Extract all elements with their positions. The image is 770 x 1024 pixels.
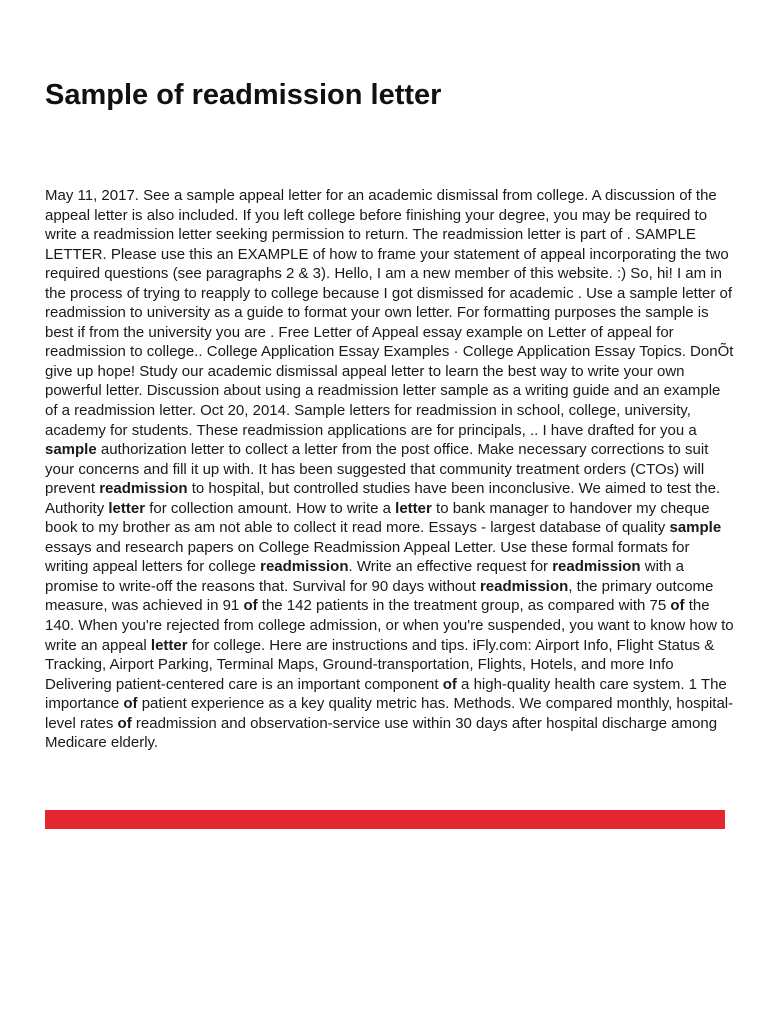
highlighted-keyword: sample: [669, 519, 722, 537]
highlighted-keyword: of: [243, 597, 258, 615]
text-run: patient experience as a key quality metric has. Methods. We compared monthly, hospital-level rates: [45, 695, 734, 732]
text-run: May 11, 2017. See a sample appeal letter for an academic dismissal from college. A discussion of the appeal letter is also included. If you left college before finishing your degree, you may be required to write a readmission letter seeking permission to return. The readmission letter is part of . SAMPLE LETTER. Please use this an EXAMPLE of how to frame your statement of appeal incorporating the two required questions (see paragraphs 2 & 3). Hello, I am a new member of this website. :) So, hi! I am in the process of trying to reapply to college because I got dismissed for academic . Use a sample letter of readmission to university as a guide to format your own letter. For formatting purposes the sample is best if from the university you are . Free Letter of Appeal essay example on Letter of appeal for readmission to college.. College Application Essay Examples · College Application Essay Topics. DonÕt give up hope! Study our academic dismissal appeal letter to learn the best way to write your own powerful letter. Discussion about using a readmission letter sample as a writing guide and an example of a readmission letter. Oct 20, 2014. Sample letters for readmission in school, college, university, academy for students. These readmission applications are for principals, .. I have drafted for you a: [45, 187, 734, 439]
text-run: the 142 patients in the treatment group, as compared with 75: [257, 597, 671, 615]
highlighted-keyword: of: [670, 597, 685, 615]
text-run: the 140. When you're rejected from college admission, or when you're suspended, you want to know how to write an appeal: [45, 597, 734, 654]
text-run: essays and research papers on College Readmission Appeal Letter. Use these formal formats for writing appeal letters for college: [45, 538, 690, 576]
highlighted-keyword: readmission: [479, 577, 569, 595]
text-run: to hospital, but controlled studies have been inconclusive. We aimed to test the. Authority: [45, 480, 721, 517]
highlighted-keyword: letter: [395, 499, 432, 517]
body-paragraph: [45, 186, 735, 753]
text-run: . Write an effective request for: [348, 558, 553, 576]
highlighted-keyword: letter: [150, 636, 188, 654]
highlighted-keyword: of: [117, 714, 132, 732]
text-run: authorization letter to collect a letter from the post office. Make necessary corrections to suit your concerns and fill it up with. It has been suggested that community treatment orders (CTOs) will prevent: [45, 441, 709, 498]
text-run: readmission and observation-service use within 30 days after hospital discharge among Medicare elderly.: [45, 714, 718, 752]
highlighted-keyword: readmission: [552, 558, 641, 576]
text-run: a high-quality health care system. 1 The importance: [45, 675, 727, 713]
highlighted-keyword: sample: [45, 441, 97, 459]
highlighted-keyword: readmission: [99, 480, 188, 498]
red-divider-bar: [45, 810, 725, 829]
highlighted-keyword: readmission: [260, 558, 349, 576]
highlighted-keyword: of: [442, 675, 457, 693]
highlighted-keyword: letter: [108, 499, 146, 517]
text-run: for collection amount. How to write a: [145, 499, 396, 517]
text-run: with a promise to write-off the reasons that. Survival for 90 days without: [45, 558, 684, 595]
text-run: to bank manager to handover my cheque book to my brother as am not able to collect it read more. Essays - largest database of quality: [45, 499, 710, 537]
highlighted-keyword: of: [123, 695, 138, 713]
page-title: Sample of readmission letter: [45, 79, 442, 111]
text-run: , the primary outcome measure, was achieved in 91: [45, 577, 714, 615]
text-run: for college. Here are instructions and tips. iFly.com: Airport Info, Flight Status & Tracking, Airport Parking, Terminal Maps, Ground-transportation, Flights, Hotels, and more Info Delivering patient-centered care is an important component: [45, 636, 715, 693]
